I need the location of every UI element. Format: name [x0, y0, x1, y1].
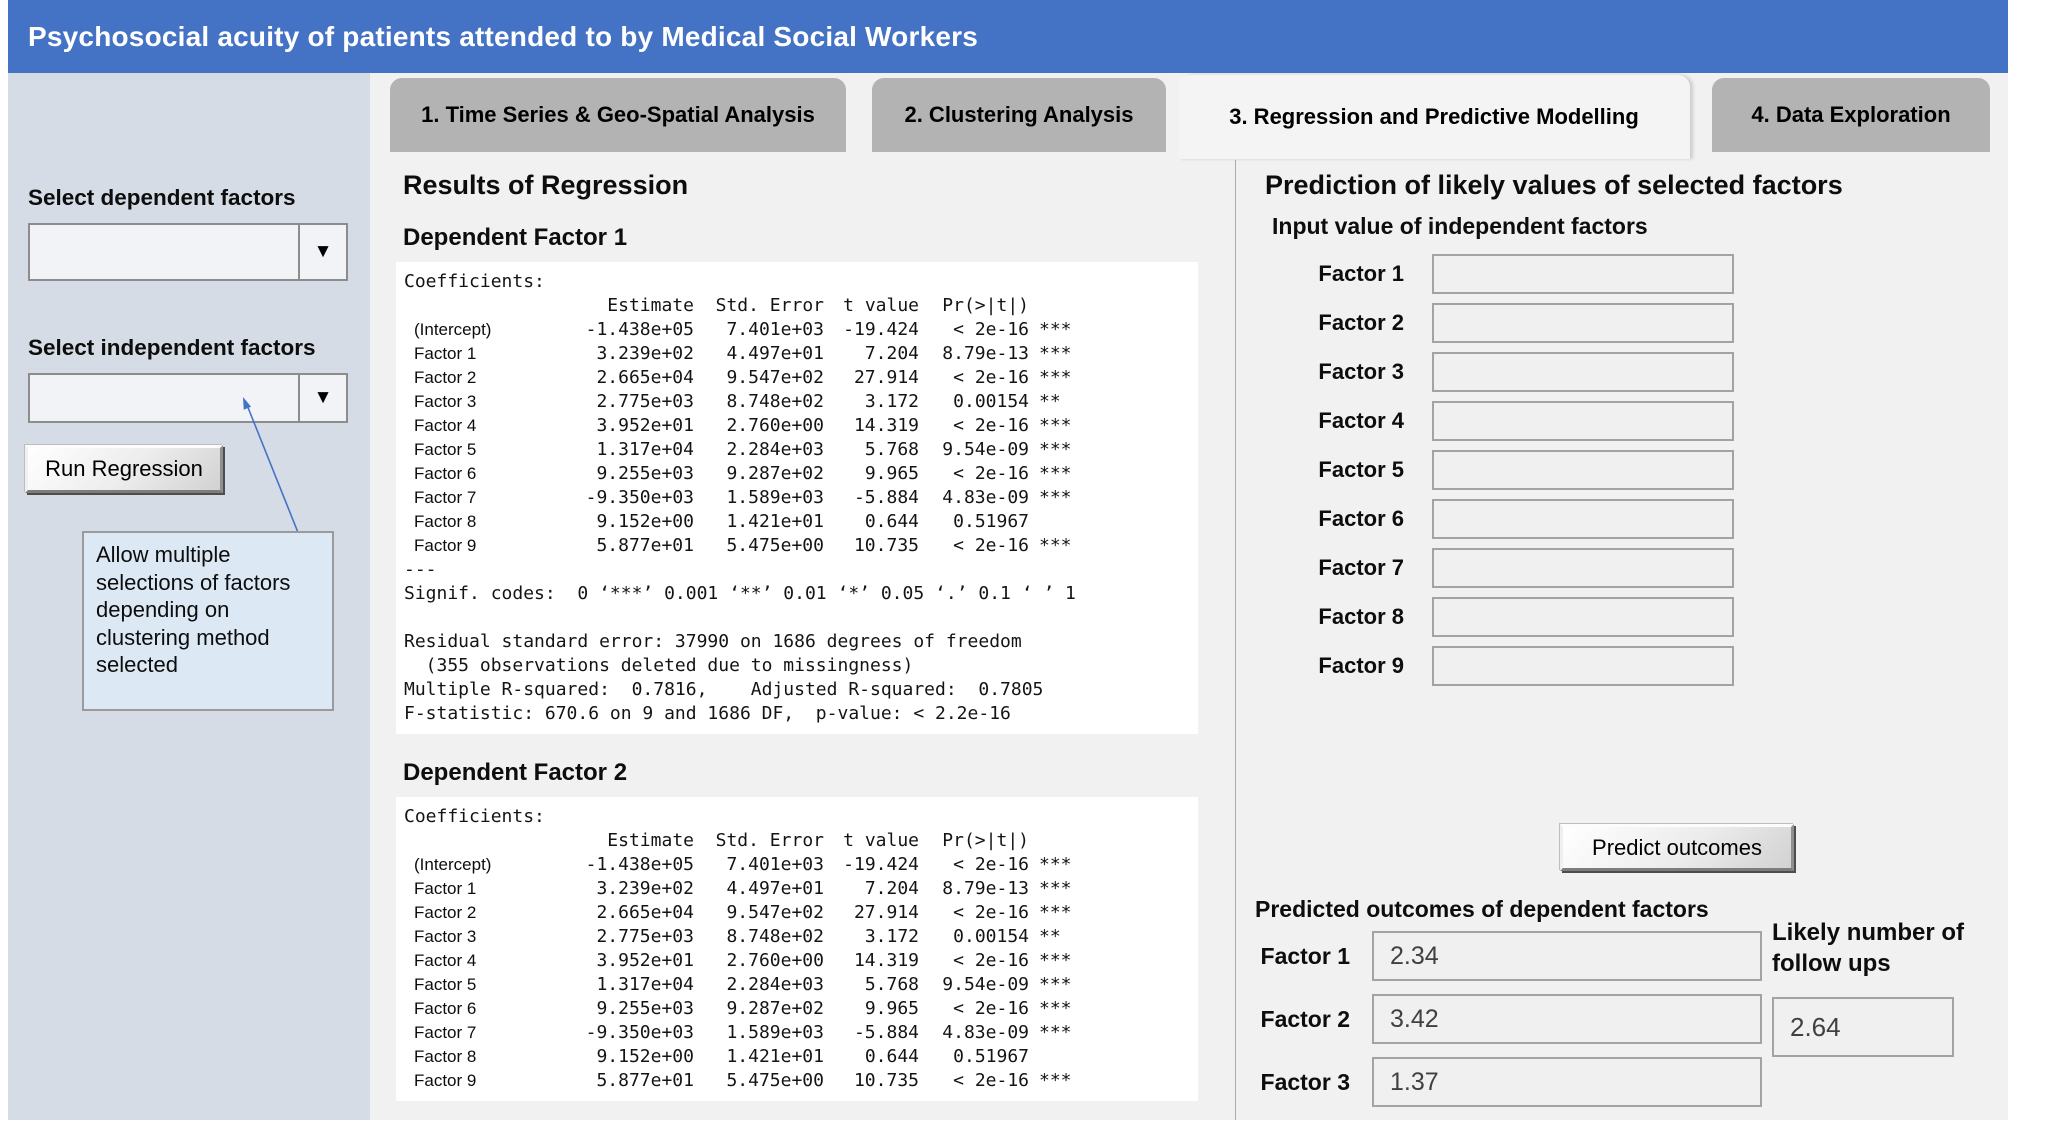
content-area: [370, 73, 2008, 1120]
row-label: Factor 8: [414, 1047, 477, 1066]
std-error-value: 7.401e+03: [726, 854, 824, 875]
predict-outcomes-button[interactable]: Predict outcomes: [1560, 824, 1794, 871]
followups-label: Likely number of follow ups: [1772, 919, 1965, 977]
table-row: [404, 510, 1198, 534]
summary-line: [404, 606, 1198, 630]
t-value: 7.204: [864, 343, 919, 364]
summary-line: Residual standard error: 37990 on 1686 degrees of freedom: [404, 631, 1022, 652]
coefficients-header-row: [404, 829, 1198, 853]
significance-stars: ***: [1039, 902, 1072, 923]
row-label: Factor 4: [414, 951, 477, 970]
col-header-std-error: Std. Error: [715, 295, 824, 316]
p-value: 9.54e-09: [942, 439, 1029, 460]
input-factor-row: [1272, 400, 1734, 441]
significance-stars: [1029, 1045, 1099, 1069]
dependent-factors-dropdown[interactable]: [28, 223, 348, 281]
coefficients-header-row: [404, 294, 1198, 318]
row-label: Factor 1: [414, 879, 477, 898]
t-value: 5.768: [864, 439, 919, 460]
input-factor-row: [1272, 449, 1734, 490]
row-label: Factor 5: [414, 440, 477, 459]
t-value: 10.735: [853, 535, 919, 556]
estimate-value: 9.255e+03: [596, 463, 694, 484]
input-factor-row: [1272, 498, 1734, 539]
estimate-value: 9.152e+00: [596, 511, 694, 532]
std-error-value: 1.421e+01: [726, 511, 824, 532]
col-header-estimate: Estimate: [607, 830, 694, 851]
factor-label: Factor 8: [1318, 603, 1404, 629]
factor-label: Factor 5: [1318, 456, 1404, 482]
factor-label: Factor 7: [1318, 554, 1404, 580]
p-value: 4.83e-09: [942, 487, 1029, 508]
coefficient-rows: [404, 853, 1198, 1093]
table-row: [404, 414, 1198, 438]
std-error-value: 2.284e+03: [726, 439, 824, 460]
tab-label: 3. Regression and Predictive Modelling: [1229, 104, 1639, 129]
p-value: 0.51967: [953, 511, 1029, 532]
std-error-value: 2.760e+00: [726, 950, 824, 971]
table-row: [404, 1045, 1198, 1069]
row-label: Factor 6: [414, 999, 477, 1018]
summary-line: Multiple R-squared: 0.7816, Adjusted R-squared: 0.7805: [404, 679, 1044, 700]
independent-factors-label: Select independent factors: [28, 335, 316, 360]
row-label: Factor 9: [414, 536, 477, 555]
p-value: < 2e-16: [953, 854, 1029, 875]
p-value: < 2e-16: [953, 902, 1029, 923]
table-row: [404, 318, 1198, 342]
estimate-value: 2.775e+03: [596, 391, 694, 412]
std-error-value: 2.284e+03: [726, 974, 824, 995]
panel-divider: [1235, 160, 1236, 1120]
factor-label: Factor 1: [1318, 260, 1404, 286]
p-value: < 2e-16: [953, 415, 1029, 436]
factor-label: Factor 1: [1260, 942, 1350, 969]
table-row: [404, 342, 1198, 366]
summary-line: (355 observations deleted due to missingness): [404, 655, 914, 676]
p-value: 9.54e-09: [942, 974, 1029, 995]
coefficient-block: [396, 223, 1208, 734]
table-row: [404, 997, 1198, 1021]
estimate-value: 1.317e+04: [596, 439, 694, 460]
t-value: 0.644: [864, 1046, 919, 1067]
sidebar: [8, 73, 370, 1120]
table-row: [404, 949, 1198, 973]
callout-arrow-icon: [233, 395, 318, 540]
followups-value-box: 2.64: [1772, 997, 1954, 1057]
std-error-value: 9.287e+02: [726, 463, 824, 484]
factor-input[interactable]: [1432, 548, 1734, 588]
t-value: 9.965: [864, 998, 919, 1019]
significance-stars: ***: [1039, 1022, 1072, 1043]
tab[interactable]: [390, 78, 846, 152]
significance-stars: ***: [1039, 487, 1072, 508]
significance-stars: ***: [1039, 854, 1072, 875]
table-row: [404, 901, 1198, 925]
std-error-value: 5.475e+00: [726, 535, 824, 556]
results-title: Results of Regression: [403, 170, 689, 200]
factor-label: Factor 4: [1318, 407, 1404, 433]
table-row: [404, 1069, 1198, 1093]
table-row: [404, 925, 1198, 949]
estimate-value: 2.665e+04: [596, 367, 694, 388]
col-header-std-error: Std. Error: [715, 830, 824, 851]
significance-stars: ***: [1039, 998, 1072, 1019]
coefficients-label: Coefficients:: [404, 271, 545, 292]
col-header-p-value: Pr(>|t|): [942, 295, 1029, 316]
t-value: 9.965: [864, 463, 919, 484]
p-value: < 2e-16: [953, 535, 1029, 556]
prediction-title: Prediction of likely values of selected factors: [1265, 170, 1843, 200]
significance-stars: ***: [1039, 439, 1072, 460]
std-error-value: 1.421e+01: [726, 1046, 824, 1067]
col-header-t-value: t value: [843, 295, 919, 316]
t-value: 14.319: [853, 415, 919, 436]
estimate-value: 3.952e+01: [596, 950, 694, 971]
estimate-value: -9.350e+03: [585, 487, 694, 508]
factor-output-box: 2.34: [1372, 931, 1762, 981]
p-value: 0.00154: [953, 926, 1029, 947]
chevron-down-icon[interactable]: ▼: [298, 225, 346, 279]
estimate-value: 2.665e+04: [596, 902, 694, 923]
factor-output-box: 3.42: [1372, 994, 1762, 1044]
input-factor-row: [1272, 253, 1734, 294]
p-value: < 2e-16: [953, 950, 1029, 971]
row-label: Factor 3: [414, 927, 477, 946]
factor-label: Factor 2: [1260, 1005, 1350, 1032]
input-factor-row: [1272, 596, 1734, 637]
std-error-value: 1.589e+03: [726, 1022, 824, 1043]
t-value: 0.644: [864, 511, 919, 532]
significance-stars: [1029, 510, 1099, 534]
estimate-value: 5.877e+01: [596, 535, 694, 556]
t-value: 3.172: [864, 926, 919, 947]
coefficient-block: [396, 758, 1208, 1101]
row-label: Factor 2: [414, 903, 477, 922]
t-value: 7.204: [864, 878, 919, 899]
std-error-value: 4.497e+01: [726, 343, 824, 364]
dependent-factors-value: [30, 225, 298, 279]
std-error-value: 7.401e+03: [726, 319, 824, 340]
col-header-t-value: t value: [843, 830, 919, 851]
t-value: 3.172: [864, 391, 919, 412]
estimate-value: 2.775e+03: [596, 926, 694, 947]
chevron-down-icon[interactable]: ▼: [298, 375, 346, 421]
summary-line: Signif. codes: 0 ‘***’ 0.001 ‘**’ 0.01 ‘*’ 0.05 ‘.’ 0.1 ‘ ’ 1: [404, 583, 1076, 604]
output-factor-rows: [1250, 931, 1762, 1107]
t-value: -19.424: [843, 319, 919, 340]
std-error-value: 4.497e+01: [726, 878, 824, 899]
std-error-value: 8.748e+02: [726, 391, 824, 412]
tab-label: 4. Data Exploration: [1751, 102, 1951, 127]
factor-label: Factor 3: [1260, 1068, 1350, 1095]
tab-label: 2. Clustering Analysis: [904, 102, 1134, 127]
t-value: 14.319: [853, 950, 919, 971]
estimate-value: 3.239e+02: [596, 343, 694, 364]
estimate-value: -1.438e+05: [585, 854, 694, 875]
summary-line: F-statistic: 670.6 on 9 and 1686 DF, p-value: < 2.2e-16: [404, 703, 1011, 724]
dependent-factors-label: Select dependent factors: [28, 185, 296, 210]
factor-label: Factor 9: [1318, 652, 1404, 678]
factor-input[interactable]: [1432, 254, 1734, 294]
p-value: < 2e-16: [953, 463, 1029, 484]
significance-stars: ***: [1039, 1070, 1072, 1091]
estimate-value: 9.255e+03: [596, 998, 694, 1019]
factor-input[interactable]: [1432, 401, 1734, 441]
std-error-value: 5.475e+00: [726, 1070, 824, 1091]
p-value: < 2e-16: [953, 367, 1029, 388]
p-value: < 2e-16: [953, 1070, 1029, 1091]
estimate-value: -9.350e+03: [585, 1022, 694, 1043]
output-factor-row: [1250, 931, 1762, 981]
significance-stars: ***: [1039, 950, 1072, 971]
p-value: < 2e-16: [953, 998, 1029, 1019]
p-value: 8.79e-13: [942, 878, 1029, 899]
page-title: Psychosocial acuity of patients attended to by Medical Social Workers: [28, 20, 978, 52]
factor-output-box: 1.37: [1372, 1057, 1762, 1107]
significance-stars: ***: [1039, 343, 1072, 364]
significance-stars: ***: [1039, 319, 1072, 340]
table-row: [404, 462, 1198, 486]
std-error-value: 2.760e+00: [726, 415, 824, 436]
significance-stars: ***: [1039, 878, 1072, 899]
std-error-value: 9.547e+02: [726, 367, 824, 388]
significance-stars: **: [1039, 926, 1061, 947]
factor-input[interactable]: [1432, 499, 1734, 539]
input-factor-rows: [1272, 253, 1734, 686]
tab[interactable]: [872, 78, 1166, 152]
coefficient-blocks: [396, 223, 1208, 1101]
row-label: (Intercept): [414, 320, 492, 339]
t-value: -5.884: [853, 1022, 919, 1043]
factor-input[interactable]: [1432, 352, 1734, 392]
significance-stars: ***: [1039, 463, 1072, 484]
estimate-value: 3.952e+01: [596, 415, 694, 436]
t-value: -19.424: [843, 854, 919, 875]
col-header-estimate: Estimate: [607, 295, 694, 316]
significance-stars: ***: [1039, 535, 1072, 556]
summary-lines: [404, 558, 1198, 726]
coefficients-label: Coefficients:: [404, 806, 545, 827]
table-row: [404, 486, 1198, 510]
estimate-value: 9.152e+00: [596, 1046, 694, 1067]
row-label: Factor 7: [414, 1023, 477, 1042]
std-error-value: 9.287e+02: [726, 998, 824, 1019]
row-label: Factor 3: [414, 392, 477, 411]
table-row: [404, 390, 1198, 414]
col-header-p-value: Pr(>|t|): [942, 830, 1029, 851]
estimate-value: 5.877e+01: [596, 1070, 694, 1091]
dependent-factor-heading: Dependent Factor 1: [403, 224, 628, 251]
row-label: Factor 9: [414, 1071, 477, 1090]
table-row: [404, 534, 1198, 558]
estimate-value: 1.317e+04: [596, 974, 694, 995]
significance-stars: **: [1039, 391, 1061, 412]
input-factors-heading: Input value of independent factors: [1272, 213, 1648, 239]
t-value: 27.914: [853, 367, 919, 388]
row-label: Factor 6: [414, 464, 477, 483]
input-factor-row: [1272, 645, 1734, 686]
input-factor-row: [1272, 302, 1734, 343]
row-label: Factor 4: [414, 416, 477, 435]
row-label: Factor 8: [414, 512, 477, 531]
factor-input[interactable]: [1432, 646, 1734, 686]
coefficient-rows: [404, 318, 1198, 558]
estimate-value: -1.438e+05: [585, 319, 694, 340]
row-label: Factor 2: [414, 368, 477, 387]
factor-label: Factor 6: [1318, 505, 1404, 531]
p-value: 0.51967: [953, 1046, 1029, 1067]
output-factor-row: [1250, 994, 1762, 1044]
regression-results-section: [396, 169, 1208, 1101]
factor-input[interactable]: [1432, 597, 1734, 637]
input-factor-row: [1272, 547, 1734, 588]
coefficients-panel: [396, 797, 1198, 1101]
title-bar: [8, 0, 2008, 73]
table-row: [404, 1021, 1198, 1045]
row-label: (Intercept): [414, 855, 492, 874]
estimate-value: 3.239e+02: [596, 878, 694, 899]
predicted-outcomes-heading: Predicted outcomes of dependent factors: [1255, 896, 1709, 922]
t-value: 27.914: [853, 902, 919, 923]
factor-label: Factor 3: [1318, 358, 1404, 384]
p-value: 0.00154: [953, 391, 1029, 412]
p-value: 4.83e-09: [942, 1022, 1029, 1043]
prediction-section: [1250, 169, 2008, 1120]
t-value: 10.735: [853, 1070, 919, 1091]
row-label: Factor 7: [414, 488, 477, 507]
table-row: [404, 438, 1198, 462]
factor-input[interactable]: [1432, 450, 1734, 490]
tab-label: 1. Time Series & Geo-Spatial Analysis: [421, 102, 815, 127]
input-factor-row: [1272, 351, 1734, 392]
table-row: [404, 973, 1198, 997]
factor-label: Factor 2: [1318, 309, 1404, 335]
row-label: Factor 5: [414, 975, 477, 994]
significance-stars: ***: [1039, 367, 1072, 388]
tab[interactable]: [1712, 78, 1990, 152]
run-regression-button[interactable]: Run Regression: [25, 445, 223, 493]
std-error-value: 8.748e+02: [726, 926, 824, 947]
output-factor-row: [1250, 1057, 1762, 1107]
table-row: [404, 853, 1198, 877]
note-callout: Allow multiple selections of factors depending on clustering method selected: [82, 531, 334, 711]
factor-input[interactable]: [1432, 303, 1734, 343]
std-error-value: 1.589e+03: [726, 487, 824, 508]
coefficients-panel: [396, 262, 1198, 734]
std-error-value: 9.547e+02: [726, 902, 824, 923]
table-row: [404, 877, 1198, 901]
table-row: [404, 366, 1198, 390]
significance-stars: ***: [1039, 415, 1072, 436]
dependent-factor-heading: Dependent Factor 2: [403, 759, 628, 786]
summary-line: ---: [404, 559, 437, 580]
t-value: 5.768: [864, 974, 919, 995]
row-label: Factor 1: [414, 344, 477, 363]
p-value: 8.79e-13: [942, 343, 1029, 364]
t-value: -5.884: [853, 487, 919, 508]
tab[interactable]: [1178, 75, 1690, 159]
p-value: < 2e-16: [953, 319, 1029, 340]
significance-stars: ***: [1039, 974, 1072, 995]
